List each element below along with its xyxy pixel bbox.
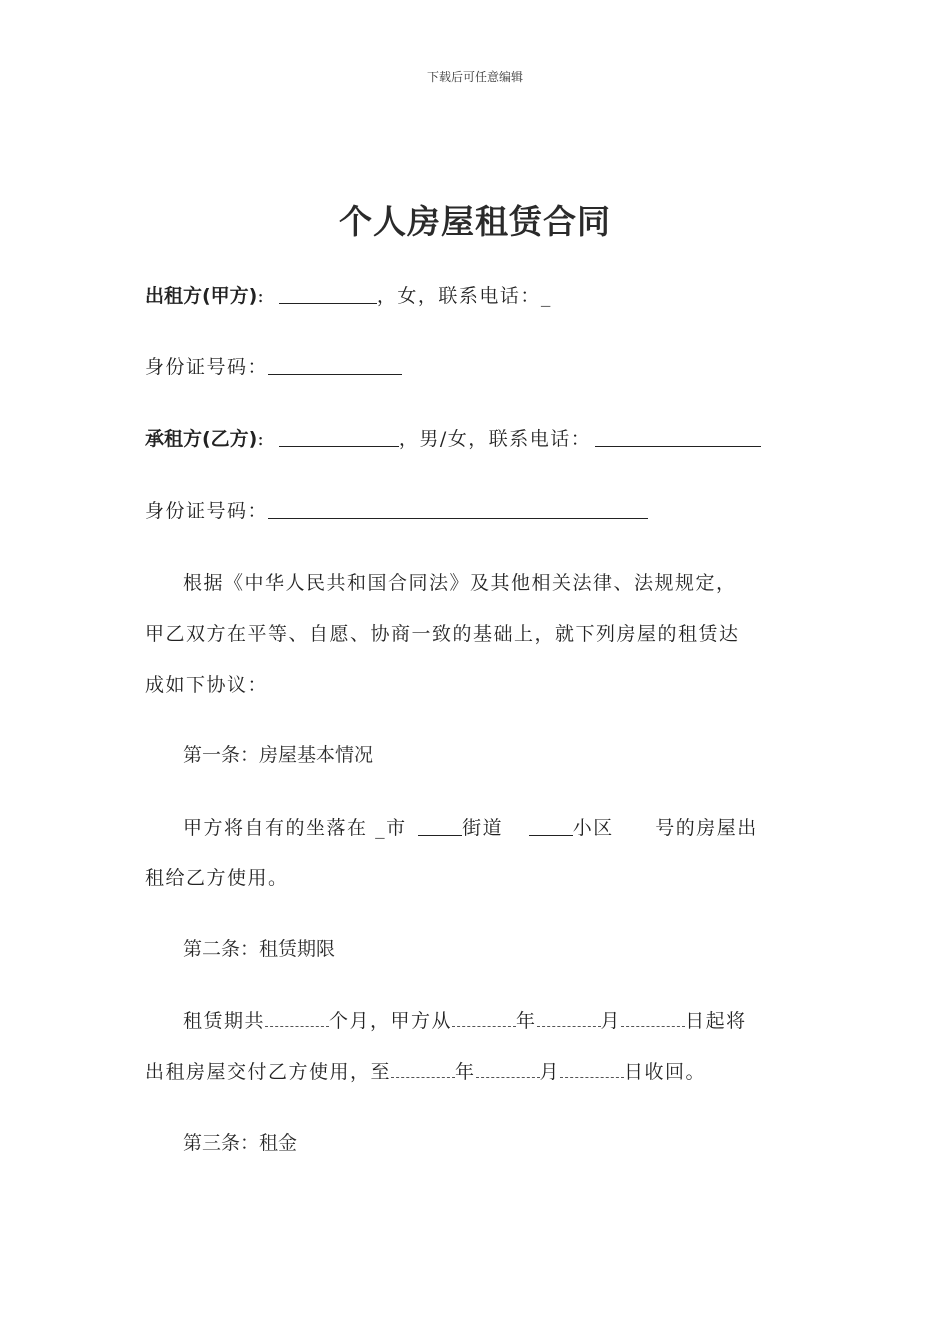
term-text-3: 日起将 <box>685 1010 747 1032</box>
article-1-line-1 <box>183 813 758 843</box>
lessee-id-label: 身份证号码： <box>145 500 269 522</box>
city-blank: _ <box>375 817 387 839</box>
article-2-line-2 <box>145 1057 706 1087</box>
start-year-blank <box>452 1006 516 1027</box>
lessor-id-line <box>145 352 402 382</box>
start-year-label: 年 <box>516 1010 537 1032</box>
lessee-id-blank <box>268 496 648 519</box>
term-text-5: 日收回。 <box>624 1061 707 1083</box>
start-month-label: 月 <box>600 1010 622 1032</box>
lessee-line <box>145 424 761 454</box>
intro-line-2: 甲乙双方在平等、自愿、协商一致的基础上，就下列房屋的租赁达 <box>145 623 740 645</box>
lessor-label: 出租方(甲方) <box>145 285 258 307</box>
lessee-colon: : <box>257 428 266 450</box>
lessee-phone-blank <box>595 424 761 447</box>
term-text-2: 个月，甲方从 <box>329 1010 453 1032</box>
end-year-label: 年 <box>455 1061 476 1083</box>
intro-line-3: 成如下协议： <box>145 674 269 696</box>
term-text-1: 租赁期共 <box>183 1010 266 1032</box>
end-year-blank <box>391 1057 455 1078</box>
article-3-heading: 第三条：租金 <box>183 1132 298 1154</box>
lessee-id-line <box>145 496 648 526</box>
lessor-id-blank <box>268 352 402 375</box>
article-1-heading: 第一条：房屋基本情况 <box>183 744 374 766</box>
lessor-line <box>145 281 552 311</box>
lessee-gender-text: ，男/女，联系电话： <box>398 428 592 450</box>
intro-line-1: 根据《中华人民共和国合同法》及其他相关法律、法规规定， <box>183 572 737 594</box>
lessee-name-blank <box>279 424 399 447</box>
community-label: 小区 <box>572 817 614 839</box>
start-month-blank <box>537 1006 601 1027</box>
lessor-name-blank <box>279 281 377 304</box>
header-note: 下载后可任意编辑 <box>426 70 523 84</box>
end-day-blank <box>560 1057 624 1078</box>
city-label: 市 <box>386 817 407 839</box>
article-1-text: 甲方将自有的坐落在 <box>183 817 368 839</box>
lessee-label: 承租方(乙方) <box>145 428 258 450</box>
house-number-text: 号的房屋出 <box>655 817 758 839</box>
article-2-heading: 第二条：租赁期限 <box>183 938 336 960</box>
term-text-4: 出租房屋交付乙方使用，至 <box>145 1061 392 1083</box>
article-1-line-2: 租给乙方使用。 <box>145 867 289 889</box>
lessor-gender-text: ，女，联系电话： <box>376 285 541 307</box>
document-title: 个人房屋租赁合同 <box>339 202 611 241</box>
end-month-label: 月 <box>539 1061 561 1083</box>
street-blank <box>418 813 462 836</box>
article-2-line-1 <box>183 1006 747 1036</box>
end-month-blank <box>476 1057 540 1078</box>
street-label: 街道 <box>462 817 504 839</box>
lessor-id-label: 身份证号码： <box>145 356 269 378</box>
lessor-colon: : <box>257 285 266 307</box>
term-months-blank <box>265 1006 329 1027</box>
lessor-phone-blank: _ <box>540 285 552 307</box>
start-day-blank <box>621 1006 685 1027</box>
community-blank <box>529 813 573 836</box>
